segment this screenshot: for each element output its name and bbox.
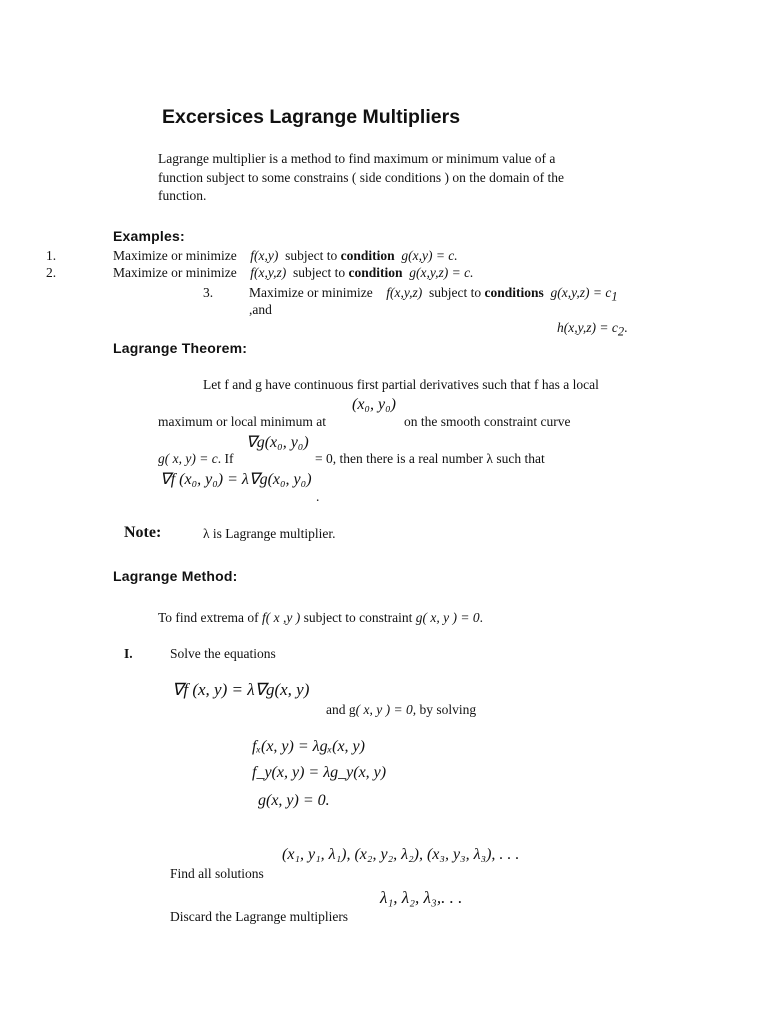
theorem-line-2a: maximum or local minimum at xyxy=(158,414,326,429)
method-intro: To find extrema of f( x ,y ) subject to constraint g( x, y ) = 0. xyxy=(158,610,483,625)
example-item-1: Maximize or minimize f(x,y) subject to condition g(x,y) = c. xyxy=(113,248,458,263)
example-item-2: Maximize or minimize f(x,y,z) subject to condition g(x,y,z) = c. xyxy=(113,265,474,280)
lambda-list: λ₁, λ₂, λ₃,. . . xyxy=(380,888,463,907)
example-item-3-cont: ,and xyxy=(249,302,272,317)
main-equation: ∇f (x, y) = λ∇g(x, y) xyxy=(172,680,310,699)
system-equation-2: f_y(x, y) = λg_y(x, y) xyxy=(252,764,387,781)
find-solutions-text: Find all solutions xyxy=(170,866,264,881)
intro-line: function. xyxy=(158,188,207,203)
theorem-line-3c: = 0, then there is a real number λ such that xyxy=(315,451,545,466)
example-number: 2. xyxy=(46,265,57,280)
note-label: Note: xyxy=(124,524,162,541)
example-item-3-second-condition: $h(x,y,z) = c_2$. xyxy=(557,320,628,339)
note-text: λ is Lagrange multiplier. xyxy=(203,526,336,541)
example-number: 3. xyxy=(203,285,214,300)
and-constraint: and g( x, y ) = 0, by solving xyxy=(326,702,477,717)
intro-line: function subject to some constrains ( side conditions ) on the domain of the xyxy=(158,169,565,185)
step-number: I. xyxy=(124,646,133,661)
theorem-gradient-g: ∇g(x₀, y₀) xyxy=(246,434,309,451)
theorem-line-2b: on the smooth constraint curve xyxy=(404,414,571,429)
example-item-3: Maximize or minimize f(x,y,z) subject to conditions $g(x,y,z) = c_1$ xyxy=(249,285,618,304)
theorem-dot: . xyxy=(316,489,320,504)
theorem-line-3: g( x, y) = c. If xyxy=(158,451,234,466)
solutions-list: (x₁, y₁, λ₁), (x₂, y₂, λ₂), (x₃, y₃, λ₃), . . . xyxy=(282,846,520,863)
discard-text: Discard the Lagrange multipliers xyxy=(170,909,349,924)
theorem-line-1: Let f and g have continuous first partial derivatives such that f has a local xyxy=(203,377,599,392)
system-equation-1: fₓ(x, y) = λgₓ(x, y) xyxy=(252,738,365,755)
theorem-equation: ∇f (x₀, y₀) = λ∇g(x₀, y₀) xyxy=(160,471,312,488)
intro-line: Lagrange multiplier is a method to find maximum or minimum value of a xyxy=(158,151,556,166)
method-heading: Lagrange Method: xyxy=(113,568,238,584)
examples-heading: Examples: xyxy=(113,228,185,244)
page-title: Excersices Lagrange Multipliers xyxy=(162,106,461,128)
example-number: 1. xyxy=(46,248,57,263)
step-text: Solve the equations xyxy=(170,646,276,661)
theorem-point: (x₀, y₀) xyxy=(352,396,396,413)
system-equation-3: g(x, y) = 0. xyxy=(258,792,330,809)
intro-paragraph xyxy=(158,150,638,206)
theorem-heading: Lagrange Theorem: xyxy=(113,340,248,356)
